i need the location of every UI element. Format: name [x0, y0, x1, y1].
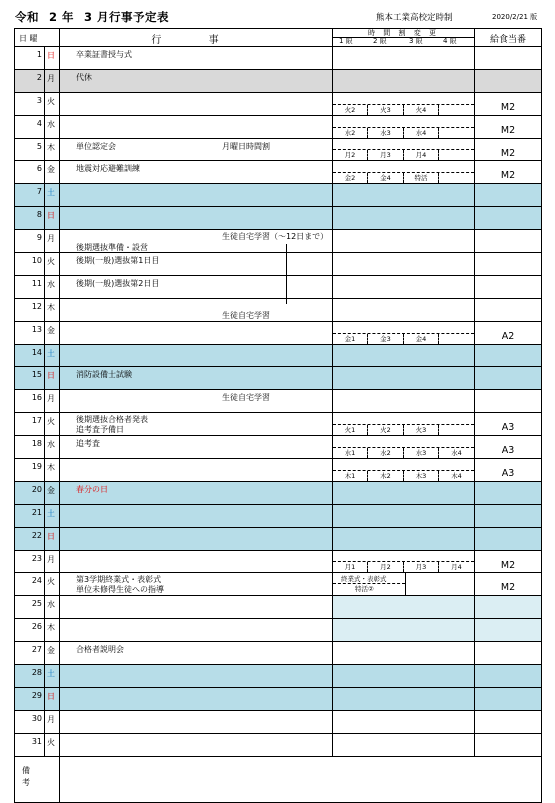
date-number: 19	[31, 462, 42, 472]
date-number: 23	[31, 553, 42, 563]
table-row	[15, 734, 541, 757]
table-row	[15, 116, 541, 139]
day-of-week: 日	[47, 691, 55, 701]
schedule-table	[14, 28, 542, 803]
event-text: 合格者説明会	[76, 645, 124, 655]
table-row	[15, 47, 541, 70]
table-row	[15, 459, 541, 482]
period-cell: 月3	[369, 150, 404, 160]
day-of-week: 土	[47, 669, 55, 679]
period-changes	[333, 561, 474, 572]
table-row	[15, 70, 541, 93]
table-row	[15, 596, 541, 619]
table-row	[15, 688, 541, 711]
period-cell: 金4	[404, 334, 439, 344]
event-text: 春分の日	[76, 484, 108, 494]
meal-duty: M2	[500, 101, 516, 113]
table-row	[15, 528, 541, 551]
school-name: 熊本工業高校定時制	[376, 13, 453, 23]
period-cell: 水2	[333, 128, 368, 138]
period-cell: 火4	[404, 105, 439, 115]
day-of-week: 月	[47, 73, 55, 83]
date-number: 8	[36, 210, 42, 220]
meal-duty-header: 給食当番	[489, 35, 526, 45]
period-cell: 火3	[404, 425, 439, 435]
table-row	[15, 184, 541, 207]
remarks-row	[15, 757, 541, 802]
table-row	[15, 619, 541, 642]
period-cell	[440, 105, 475, 115]
period-changes	[333, 424, 474, 435]
date-number: 16	[31, 393, 42, 403]
day-of-week: 木	[47, 302, 55, 312]
period-changes	[333, 149, 474, 160]
period-cell: 金3	[369, 334, 404, 344]
date-number: 13	[31, 324, 42, 334]
table-row	[15, 253, 541, 276]
day-of-week: 土	[47, 508, 55, 518]
day-of-week: 金	[47, 646, 55, 656]
date-number: 30	[31, 713, 42, 723]
period-cell: 金4	[369, 173, 404, 183]
day-of-week: 木	[47, 463, 55, 473]
meal-duty: A2	[501, 330, 515, 342]
event-text: 後期選抜準備・設営	[76, 243, 148, 253]
meal-duty: M2	[500, 559, 516, 571]
period-cell: 水2	[369, 448, 404, 458]
table-row	[15, 551, 541, 574]
table-row	[15, 276, 541, 299]
table-row	[15, 436, 541, 459]
period-cell	[440, 128, 475, 138]
period-cell: 水3	[404, 448, 439, 458]
period-cell: 木2	[369, 471, 404, 481]
meal-duty: A3	[501, 422, 515, 434]
table-row	[15, 93, 541, 116]
date-number: 10	[31, 256, 42, 266]
period-cell: 月4	[404, 150, 439, 160]
period-cell	[440, 173, 475, 183]
table-row	[15, 367, 541, 390]
period-cell: 木4	[440, 471, 475, 481]
day-of-week: 水	[47, 279, 55, 289]
meal-duty: M2	[500, 124, 516, 136]
period-changes	[333, 470, 474, 481]
table-row	[15, 299, 541, 322]
event-text: 追考査予備日	[76, 425, 124, 435]
date-day-header: 日 曜	[15, 29, 60, 46]
period-cell	[440, 425, 475, 435]
date-number: 29	[31, 690, 42, 700]
meal-duty: M2	[500, 147, 516, 159]
date-number: 7	[36, 187, 42, 197]
day-of-week: 火	[47, 737, 55, 747]
period-cell: 火3	[369, 105, 404, 115]
event-text: 卒業証書授与式	[76, 50, 132, 59]
period-cell: 火1	[333, 425, 368, 435]
date-number: 5	[36, 141, 42, 151]
page-title: 令和 2 年 3 月行事予定表	[15, 10, 170, 24]
date-number: 17	[31, 416, 42, 426]
period-changes	[333, 172, 474, 183]
schedule-change-header: 時 間 割 変 更 1 限 2 限 3 限 4 限	[333, 29, 475, 46]
period-cell: 火2	[333, 105, 368, 115]
date-number: 15	[31, 370, 42, 380]
period-changes	[333, 127, 474, 138]
meal-duty: A3	[501, 445, 515, 457]
table-row	[15, 322, 541, 345]
date-number: 4	[36, 118, 42, 128]
day-of-week: 金	[47, 325, 55, 335]
table-row	[15, 711, 541, 734]
day-of-week: 木	[47, 623, 55, 633]
date-number: 31	[31, 736, 42, 746]
event-text: 代休	[76, 72, 92, 82]
table-row	[15, 505, 541, 528]
table-row	[15, 665, 541, 688]
event-text: 消防設備士試験	[76, 370, 132, 380]
date-number: 21	[31, 507, 42, 517]
table-row	[15, 573, 541, 596]
period-special: 終業式・表彰式	[341, 575, 387, 584]
date-number: 11	[31, 278, 42, 288]
meal-duty: A3	[501, 468, 515, 480]
date-number: 25	[31, 599, 42, 609]
period-cell: 木3	[404, 471, 439, 481]
table-row	[15, 390, 541, 413]
table-row	[15, 207, 541, 230]
event-text: 追考査	[76, 439, 100, 449]
period-cell: 月1	[333, 562, 368, 572]
date-number: 2	[36, 72, 42, 82]
event-text: 第3学期終業式・表彰式	[76, 575, 162, 585]
period-cell: 水4	[440, 448, 475, 458]
period-changes	[333, 447, 474, 458]
date-number: 22	[31, 530, 42, 540]
day-of-week: 水	[47, 119, 55, 129]
date-number: 12	[31, 301, 42, 311]
day-of-week: 水	[47, 600, 55, 610]
table-row	[15, 161, 541, 184]
period-changes	[333, 104, 474, 115]
date-number: 14	[31, 347, 42, 357]
date-number: 20	[31, 484, 42, 494]
day-of-week: 月	[47, 394, 55, 404]
event-text: 生徒自宅学習	[222, 393, 270, 403]
period-cell	[440, 334, 475, 344]
remarks-label: 備考	[22, 765, 30, 787]
period-cell: 月4	[440, 562, 475, 572]
date-number: 24	[31, 576, 42, 586]
date-number: 26	[31, 622, 42, 632]
day-of-week: 火	[47, 577, 55, 587]
period-cell: 月2	[333, 150, 368, 160]
table-row	[15, 413, 541, 436]
day-of-week: 月	[47, 554, 55, 564]
date-number: 27	[31, 645, 42, 655]
day-of-week: 日	[47, 51, 55, 60]
event-text: 後期(一般)選抜第1日目	[76, 256, 160, 266]
day-of-week: 日	[47, 531, 55, 541]
period-cell: 水4	[404, 128, 439, 138]
table-row	[15, 139, 541, 162]
day-of-week: 月	[47, 714, 55, 724]
period-changes	[333, 333, 474, 344]
period-cell: 月3	[404, 562, 439, 572]
date-number: 1	[36, 50, 42, 59]
day-of-week: 月	[47, 234, 55, 244]
period-cell: 火2	[369, 425, 404, 435]
day-of-week: 火	[47, 257, 55, 267]
version-date: 2020/2/21 版	[492, 13, 538, 21]
period-cell: 金1	[333, 334, 368, 344]
table-header	[15, 29, 541, 47]
date-number: 28	[31, 668, 42, 678]
event-text: 生徒自宅学習	[222, 310, 270, 320]
period-cell: 金2	[333, 173, 368, 183]
date-number: 6	[36, 164, 42, 174]
day-of-week: 土	[47, 188, 55, 198]
day-of-week: 土	[47, 348, 55, 358]
events-header: 行 事	[60, 29, 333, 46]
meal-duty: M2	[500, 170, 516, 182]
date-number: 9	[36, 233, 42, 243]
day-of-week: 火	[47, 96, 55, 106]
event-text: 後期(一般)選抜第2日目	[76, 278, 160, 288]
period-cell: 水1	[333, 448, 368, 458]
event-text: 地震対応避難訓練	[76, 164, 140, 174]
period-cell: 木1	[333, 471, 368, 481]
table-row	[15, 230, 541, 253]
date-number: 18	[31, 439, 42, 449]
period-cell: 特活	[404, 173, 439, 183]
day-of-week: 日	[47, 211, 55, 221]
period-cell: 水3	[369, 128, 404, 138]
day-of-week: 金	[47, 165, 55, 175]
period-cell	[440, 150, 475, 160]
event-text: 単位認定会	[76, 141, 116, 151]
day-of-week: 金	[47, 485, 55, 495]
day-of-week: 日	[47, 371, 55, 381]
day-of-week: 火	[47, 417, 55, 427]
day-of-week: 水	[47, 440, 55, 450]
period-cell: 月2	[369, 562, 404, 572]
table-row	[15, 642, 541, 665]
event-text: 後期選抜合格者発表	[76, 415, 148, 425]
meal-duty: M2	[500, 582, 516, 594]
table-row	[15, 345, 541, 368]
event-text: 単位未修得生徒への指導	[76, 585, 164, 595]
day-of-week: 木	[47, 142, 55, 152]
period-special: 特活②	[355, 585, 374, 594]
table-row	[15, 482, 541, 505]
event-text: 生徒自宅学習（～12日まで）	[222, 232, 329, 242]
date-number: 3	[36, 95, 42, 105]
event-text: 月曜日時間割	[222, 141, 270, 151]
